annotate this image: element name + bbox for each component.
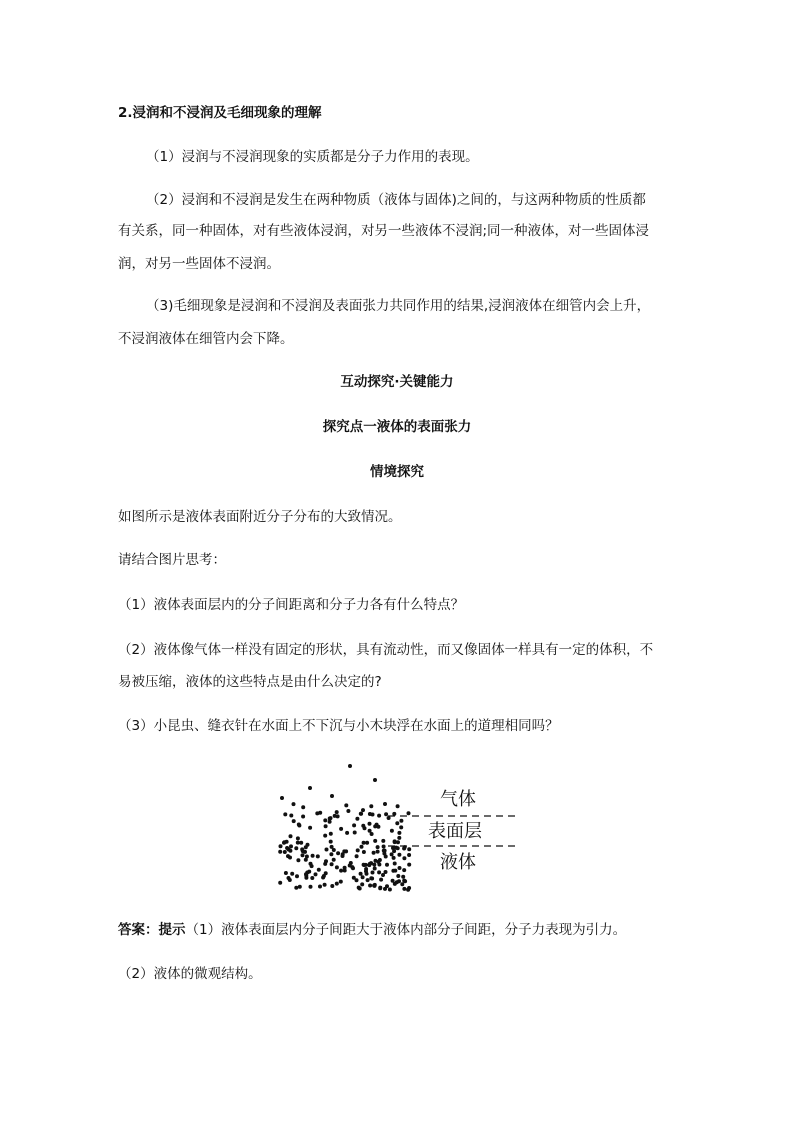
- molecule-dot: [301, 849, 305, 853]
- molecule-dot: [294, 886, 298, 890]
- molecule-dot: [310, 864, 314, 868]
- molecule-dot: [309, 885, 313, 889]
- paragraph-2-line-1: （2）浸润和不浸润是发生在两种物质（液体与固体)之间的，与这两种物质的性质都: [146, 192, 646, 208]
- molecule-dot: [381, 873, 385, 877]
- molecule-dot: [318, 885, 322, 889]
- molecule-dot: [368, 812, 372, 816]
- molecule-dot: [315, 811, 319, 815]
- molecule-dot: [287, 848, 291, 852]
- molecule-dot: [390, 852, 394, 856]
- molecule-dot: [289, 834, 293, 838]
- molecule-dot: [407, 853, 411, 857]
- molecule-dot: [339, 880, 343, 884]
- molecule-dot: [304, 845, 308, 849]
- label-gas: 气体: [440, 789, 476, 810]
- molecule-dot: [377, 870, 381, 874]
- answer-line-1: [118, 920, 626, 940]
- molecule-dot: [333, 814, 337, 818]
- molecule-dot: [288, 856, 292, 860]
- label-liquid: 液体: [440, 852, 476, 873]
- molecule-dot: [359, 812, 363, 816]
- molecule-dot: [385, 863, 389, 867]
- molecule-dot: [278, 881, 282, 885]
- molecule-dot: [365, 841, 369, 845]
- molecule-dot: [381, 839, 385, 843]
- molecule-dot: [373, 884, 377, 888]
- molecule-dot: [324, 859, 328, 863]
- molecule-dot: [401, 875, 405, 879]
- answer-1: （1）液体表面层内分子间距大于液体内部分子间距，分子力表现为引力。: [185, 922, 627, 938]
- molecule-dot: [285, 840, 289, 844]
- molecule-dot: [279, 844, 283, 848]
- molecule-dot: [344, 803, 348, 807]
- molecule-dot: [330, 884, 334, 888]
- molecule-dot: [396, 874, 400, 878]
- molecule-dot: [332, 858, 336, 862]
- molecule-dot: [361, 808, 365, 812]
- molecule-dot: [298, 885, 302, 889]
- molecule-dot: [296, 836, 300, 840]
- molecule-dot: [395, 821, 399, 825]
- molecule-dot: [329, 832, 333, 836]
- molecule-dot: [407, 811, 411, 815]
- molecule-dot: [360, 882, 364, 886]
- molecule-dot: [353, 831, 357, 835]
- molecule-dot: [348, 764, 352, 768]
- molecule-dot: [376, 850, 380, 854]
- paragraph-3-line-2: 不浸润液体在细管内会下降。: [118, 331, 294, 347]
- molecule-dot: [283, 850, 287, 854]
- molecule-dot: [299, 841, 303, 845]
- molecule-dot: [376, 845, 380, 849]
- molecule-dot: [355, 854, 359, 858]
- molecule-dot: [339, 869, 343, 873]
- molecule-dot: [396, 804, 400, 808]
- molecule-dot: [336, 851, 340, 855]
- molecule-dot: [329, 840, 333, 844]
- molecule-dot: [360, 845, 364, 849]
- title-scenario: 情境探究: [370, 464, 424, 480]
- molecule-dot: [283, 812, 287, 816]
- molecule-dot: [407, 847, 411, 851]
- molecule-dot: [402, 879, 406, 883]
- molecule-dot: [362, 850, 366, 854]
- title-point: 探究点一液体的表面张力: [322, 419, 472, 435]
- molecule-dot: [355, 878, 359, 882]
- molecule-dot: [297, 823, 301, 827]
- molecule-dot: [311, 854, 315, 858]
- molecule-dot: [393, 862, 397, 866]
- paragraph-1: （1）浸润与不浸润现象的实质都是分子力作用的表现。: [146, 149, 479, 165]
- molecule-dot: [399, 825, 403, 829]
- molecule-dot: [388, 888, 392, 892]
- molecule-dot: [382, 852, 386, 856]
- molecule-dot: [361, 824, 365, 828]
- molecule-dot: [346, 809, 350, 813]
- molecule-dot: [390, 829, 394, 833]
- molecule-dot: [343, 866, 347, 870]
- molecule-dot: [355, 817, 359, 821]
- molecule-dot: [362, 841, 366, 845]
- molecule-dot: [292, 802, 296, 806]
- molecule-dot: [341, 854, 345, 858]
- molecule-dot: [369, 876, 373, 880]
- molecule-dot: [289, 814, 293, 818]
- molecule-dot: [301, 853, 305, 857]
- molecule-dot: [290, 872, 294, 876]
- molecule-dot: [335, 882, 339, 886]
- molecule-dot: [287, 876, 291, 880]
- molecule-dot: [373, 839, 377, 843]
- molecule-dot: [365, 872, 369, 876]
- molecule-dot: [325, 848, 329, 852]
- molecule-dot: [368, 822, 372, 826]
- molecule-dot: [278, 850, 282, 854]
- molecule-dot: [296, 858, 300, 862]
- molecule-dot: [399, 819, 403, 823]
- molecule-dot: [377, 814, 381, 818]
- question-2-line-2: 易被压缩，液体的这些特点是由什么决定的?: [118, 674, 382, 690]
- intro-line-1: 如图所示是液体表面附近分子分布的大致情况。: [118, 509, 402, 525]
- molecule-dot: [400, 882, 404, 886]
- paragraph-2-line-3: 润，对另一些固体不浸润。: [118, 256, 280, 272]
- molecule-dot: [330, 794, 334, 798]
- molecule-dot: [384, 812, 388, 816]
- molecule-dot: [392, 812, 396, 816]
- molecule-dot: [402, 887, 406, 891]
- molecule-dot: [382, 845, 386, 849]
- question-1: （1）液体表面层内的分子间距离和分子力各有什么特点？: [118, 597, 465, 613]
- molecule-dot: [402, 868, 406, 872]
- molecule-dot: [371, 871, 375, 875]
- molecule-dot: [296, 841, 300, 845]
- molecule-dot: [375, 823, 379, 827]
- molecule-dot: [342, 849, 346, 853]
- answer-hint: 提示: [158, 922, 186, 938]
- molecule-dot: [369, 804, 373, 808]
- molecule-dot: [314, 872, 318, 876]
- molecule-dot: [383, 802, 387, 806]
- molecule-dot: [361, 875, 365, 879]
- molecule-dot: [339, 827, 343, 831]
- molecule-dot: [352, 823, 356, 827]
- molecule-dot: [397, 831, 401, 835]
- molecule-dot: [391, 879, 395, 883]
- molecule-dot: [335, 865, 339, 869]
- label-surface: 表面层: [428, 821, 482, 842]
- molecule-dot: [373, 867, 377, 871]
- molecule-dot: [335, 810, 339, 814]
- molecule-dot: [329, 852, 333, 856]
- molecule-dot: [316, 854, 320, 858]
- molecule-dot: [323, 834, 327, 838]
- molecule-dot: [308, 786, 312, 790]
- molecule-dot: [392, 856, 396, 860]
- question-3: （3）小昆虫、缝衣针在水面上不下沉与小木块浮在水面上的道理相同吗？: [118, 718, 559, 734]
- molecule-dot: [305, 855, 309, 859]
- molecule-dot: [372, 851, 376, 855]
- molecule-dot: [294, 846, 298, 850]
- answer-line-2: （2）液体的微观结构。: [118, 966, 262, 982]
- molecule-dot: [324, 824, 328, 828]
- molecule-dot: [398, 866, 402, 870]
- molecule-dot: [284, 871, 288, 875]
- molecule-dot: [330, 862, 334, 866]
- molecule-dot: [356, 848, 360, 852]
- section-heading: 2.浸润和不浸润及毛细现象的理解: [118, 105, 322, 121]
- molecule-distribution-figure: [270, 760, 530, 900]
- molecule-dot: [359, 872, 363, 876]
- molecule-dot: [383, 887, 387, 891]
- paragraph-2-line-2: 有关系，同一种固体，对有些液体浸润，对另一些液体不浸润;同一种液体，对一些固体浸: [118, 223, 650, 239]
- title-interactive: 互动探究·关键能力: [340, 374, 454, 390]
- molecule-dot: [368, 884, 372, 888]
- molecule-dot: [304, 872, 308, 876]
- molecule-dot: [391, 869, 395, 873]
- molecule-dot: [407, 863, 411, 867]
- molecule-dot: [295, 874, 299, 878]
- question-2-line-1: （2）液体像气体一样没有固定的形状，具有流动性，而又像固体一样具有一定的体积，不: [118, 642, 654, 658]
- molecule-dot: [321, 876, 325, 880]
- molecule-dot: [310, 876, 314, 880]
- molecule-dots: [278, 764, 411, 892]
- answer-prefix: 答案：: [118, 922, 159, 938]
- molecule-dot: [317, 868, 321, 872]
- molecule-dot: [349, 861, 353, 865]
- molecule-dot: [370, 832, 374, 836]
- molecule-dot: [395, 880, 399, 884]
- molecule-dot: [323, 883, 327, 887]
- molecule-dot: [362, 863, 366, 867]
- molecule-dot: [378, 858, 382, 862]
- molecule-dot: [301, 815, 305, 819]
- molecule-dot: [393, 840, 397, 844]
- molecule-dot: [345, 831, 349, 835]
- molecule-dot: [328, 820, 332, 824]
- molecule-dot: [358, 887, 362, 891]
- molecule-dot: [396, 846, 400, 850]
- molecule-dot: [378, 886, 382, 890]
- molecule-dot: [366, 878, 370, 882]
- molecule-dot: [373, 778, 377, 782]
- molecule-dot: [397, 836, 401, 840]
- molecule-dot: [379, 878, 383, 882]
- molecule-dot: [369, 861, 373, 865]
- molecule-dot: [406, 888, 410, 892]
- molecule-dot: [402, 856, 406, 860]
- molecule-dot: [330, 845, 334, 849]
- molecule-dot: [280, 796, 284, 800]
- molecule-dot: [402, 847, 406, 851]
- molecule-dot: [323, 818, 327, 822]
- molecule-dot: [397, 853, 401, 857]
- molecule-dot: [307, 870, 311, 874]
- molecule-dot: [308, 826, 312, 830]
- molecule-dot: [301, 805, 305, 809]
- intro-line-2: 请结合图片思考：: [118, 552, 226, 568]
- paragraph-3-line-1: （3)毛细现象是浸润和不浸润及表面张力共同作用的结果,浸润液体在细管内会上升，: [146, 298, 651, 314]
- molecule-dot: [292, 819, 296, 823]
